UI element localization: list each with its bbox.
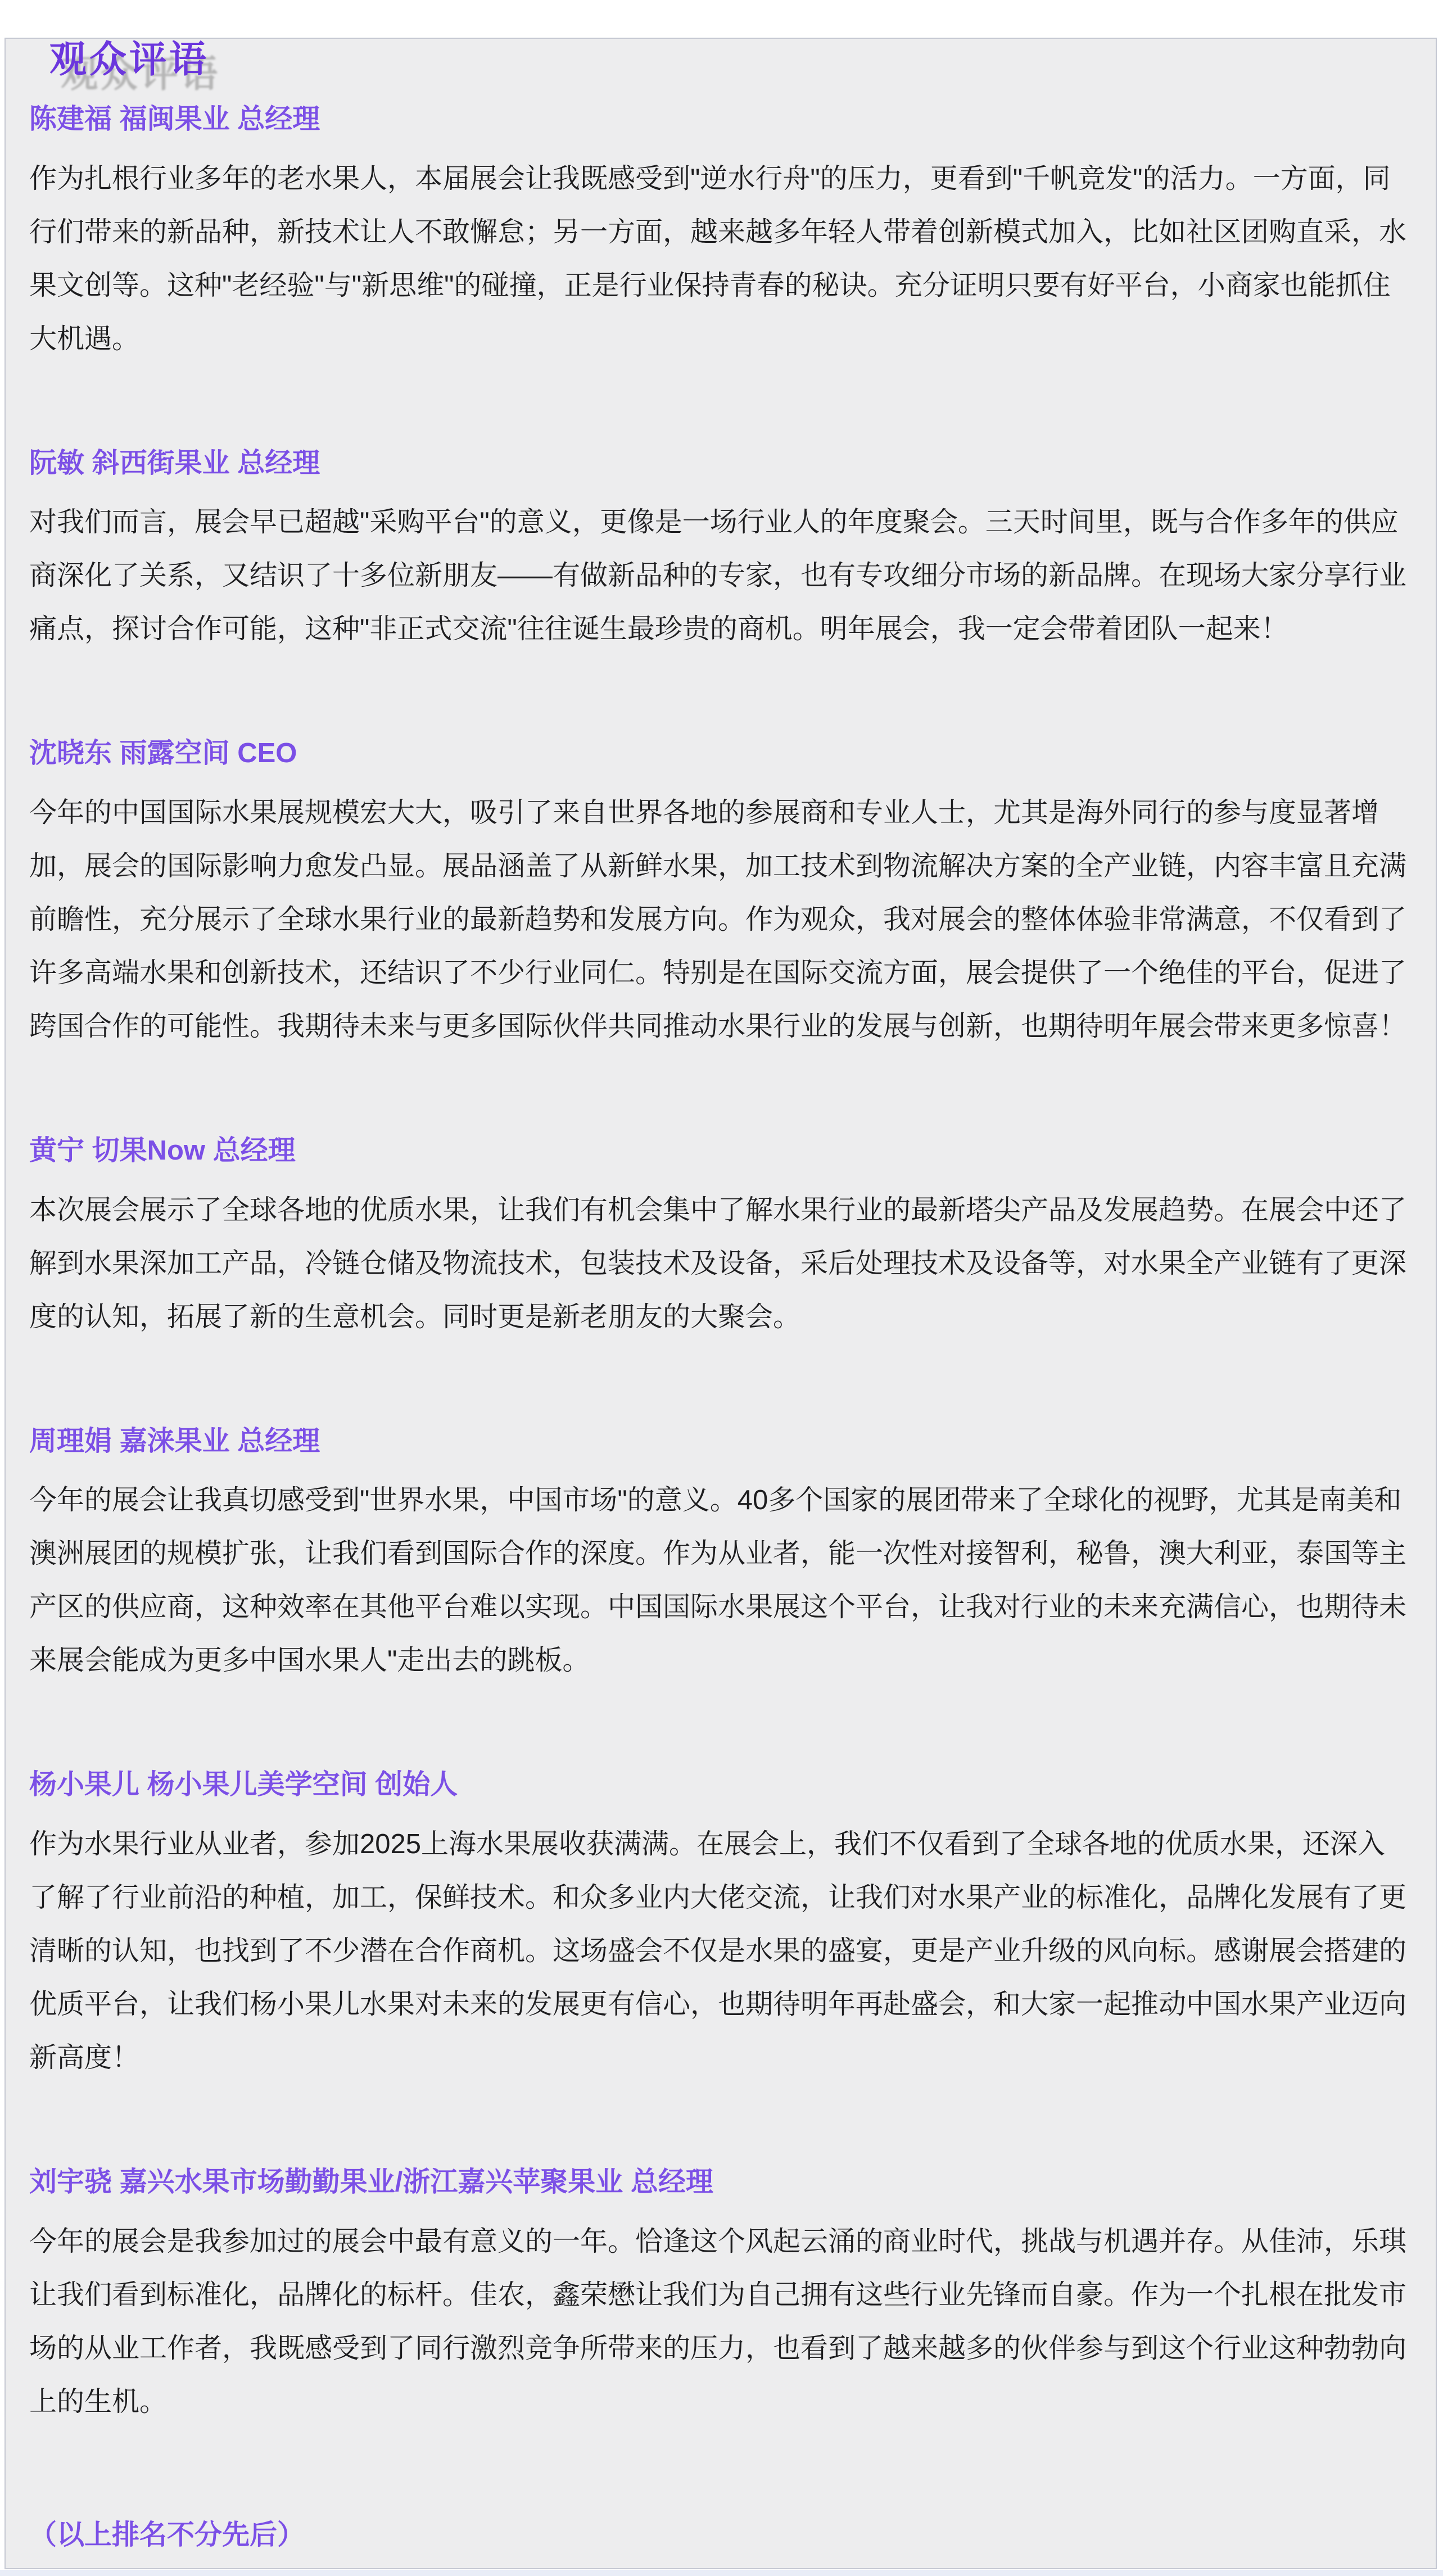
testimonial-section — [29, 1424, 1410, 1688]
testimonial-author: 沈晓东 雨露空间 CEO — [29, 738, 297, 769]
testimonial-text: 对我们而言，展会早已超越"采购平台"的意义，更像是一场行业人的年度聚会。三天时间里，既与合作多年的供应商深化了关系，又结识了十多位新朋友——有做新品种的专家，也有专攻细分市场的新品牌。在现场大家分享行业痛点，探讨合作可能，这种"非正式交流"往往诞生最珍贵的商机。明年展会，我一定会带着团队一起来！ — [29, 507, 1407, 645]
testimonial-text: 作为扎根行业多年的老水果人，本届展会让我既感受到"逆水行舟"的压力，更看到"千帆竞发"的活力。一方面，同行们带来的新品种，新技术让人不敢懈怠；另一方面，越来越多年轻人带着创新模式加入，比如社区团购直采，水果文创等。这种"老经验"与"新思维"的碰撞，正是行业保持青春的秘诀。充分证明只要有好平台，小商家也能抓住大机遇。 — [29, 163, 1407, 354]
page-bottom-strip — [0, 2570, 1443, 2576]
testimonial-author: 阮敏 斜西街果业 总经理 — [29, 447, 320, 478]
testimonial-author: 陈建福 福闽果业 总经理 — [29, 104, 320, 134]
testimonial-author: 杨小果儿 杨小果儿美学空间 创始人 — [29, 1769, 458, 1800]
testimonial-section — [29, 446, 1410, 657]
ranking-disclaimer: （以上排名不分先后） — [29, 2519, 305, 2550]
testimonial-text: 今年的中国国际水果展规模宏大大，吸引了来自世界各地的参展商和专业人士，尤其是海外同行的参与度显著增加，展会的国际影响力愈发凸显。展品涵盖了从新鲜水果，加工技术到物流解决方案的全产业链，内容丰富且充满前瞻性，充分展示了全球水果行业的最新趋势和发展方向。作为观众，我对展会的整体体验非常满意，不仅看到了许多高端水果和创新技术，还结识了不少行业同仁。特别是在国际交流方面，展会提供了一个绝佳的平台，促进了跨国合作的可能性。我期待未来与更多国际伙伴共同推动水果行业的发展与创新，也期待明年展会带来更多惊喜！ — [29, 798, 1407, 1042]
testimonial-section — [29, 102, 1410, 366]
testimonial-author: 周理娟 嘉涞果业 总经理 — [29, 1425, 320, 1456]
testimonials-panel — [4, 38, 1437, 2569]
testimonial-text: 作为水果行业从业者，参加2025上海水果展收获满满。在展会上，我们不仅看到了全球各地的优质水果，还深入了解了行业前沿的种植，加工，保鲜技术。和众多业内大佬交流，让我们对水果产业的标准化，品牌化发展有了更清晰的认知，也找到了不少潜在合作商机。这场盛会不仅是水果的盛宴，更是产业升级的风向标。感谢展会搭建的优质平台，让我们杨小果儿水果对未来的发展更有信心，也期待明年再赴盛会，和大家一起推动中国水果产业迈向新高度！ — [29, 1829, 1407, 2074]
testimonial-text: 本次展会展示了全球各地的优质水果，让我们有机会集中了解水果行业的最新塔尖产品及发展趋势。在展会中还了解到水果深加工产品，冷链仓储及物流技术，包装技术及设备，采后处理技术及设备等，对水果全产业链有了更深度的认知，拓展了新的生意机会。同时更是新老朋友的大聚会。 — [29, 1194, 1407, 1332]
page-title: 观众评语 — [49, 38, 209, 80]
testimonial-text: 今年的展会是我参加过的展会中最有意义的一年。恰逢这个风起云涌的商业时代，挑战与机遇并存。从佳沛，乐琪让我们看到标准化，品牌化的标杆。佳农，鑫荣懋让我们为自己拥有这些行业先锋而自豪。作为一个扎根在批发市场的从业工作者，我既感受到了同行激烈竞争所带来的压力，也看到了越来越多的伙伴参与到这个行业这种勃勃向上的生机。 — [29, 2226, 1407, 2417]
testimonial-section — [29, 1767, 1410, 2085]
testimonial-section — [29, 2165, 1410, 2429]
testimonial-author: 黄宁 切果Now 总经理 — [29, 1135, 296, 1166]
testimonial-section — [29, 736, 1410, 1053]
testimonial-section — [29, 1133, 1410, 1344]
testimonial-author: 刘宇骁 嘉兴水果市场勤勤果业/浙江嘉兴苹聚果业 总经理 — [29, 2167, 713, 2198]
testimonial-text: 今年的展会让我真切感受到"世界水果，中国市场"的意义。40多个国家的展团带来了全球化的视野，尤其是南美和澳洲展团的规模扩张，让我们看到国际合作的深度。作为从业者，能一次性对接智利，秘鲁，澳大利亚，泰国等主产区的供应商，这种效率在其他平台难以实现。中国国际水果展这个平台，让我对行业的未来充满信心，也期待未来展会能成为更多中国水果人"走出去的跳板。 — [29, 1485, 1407, 1676]
